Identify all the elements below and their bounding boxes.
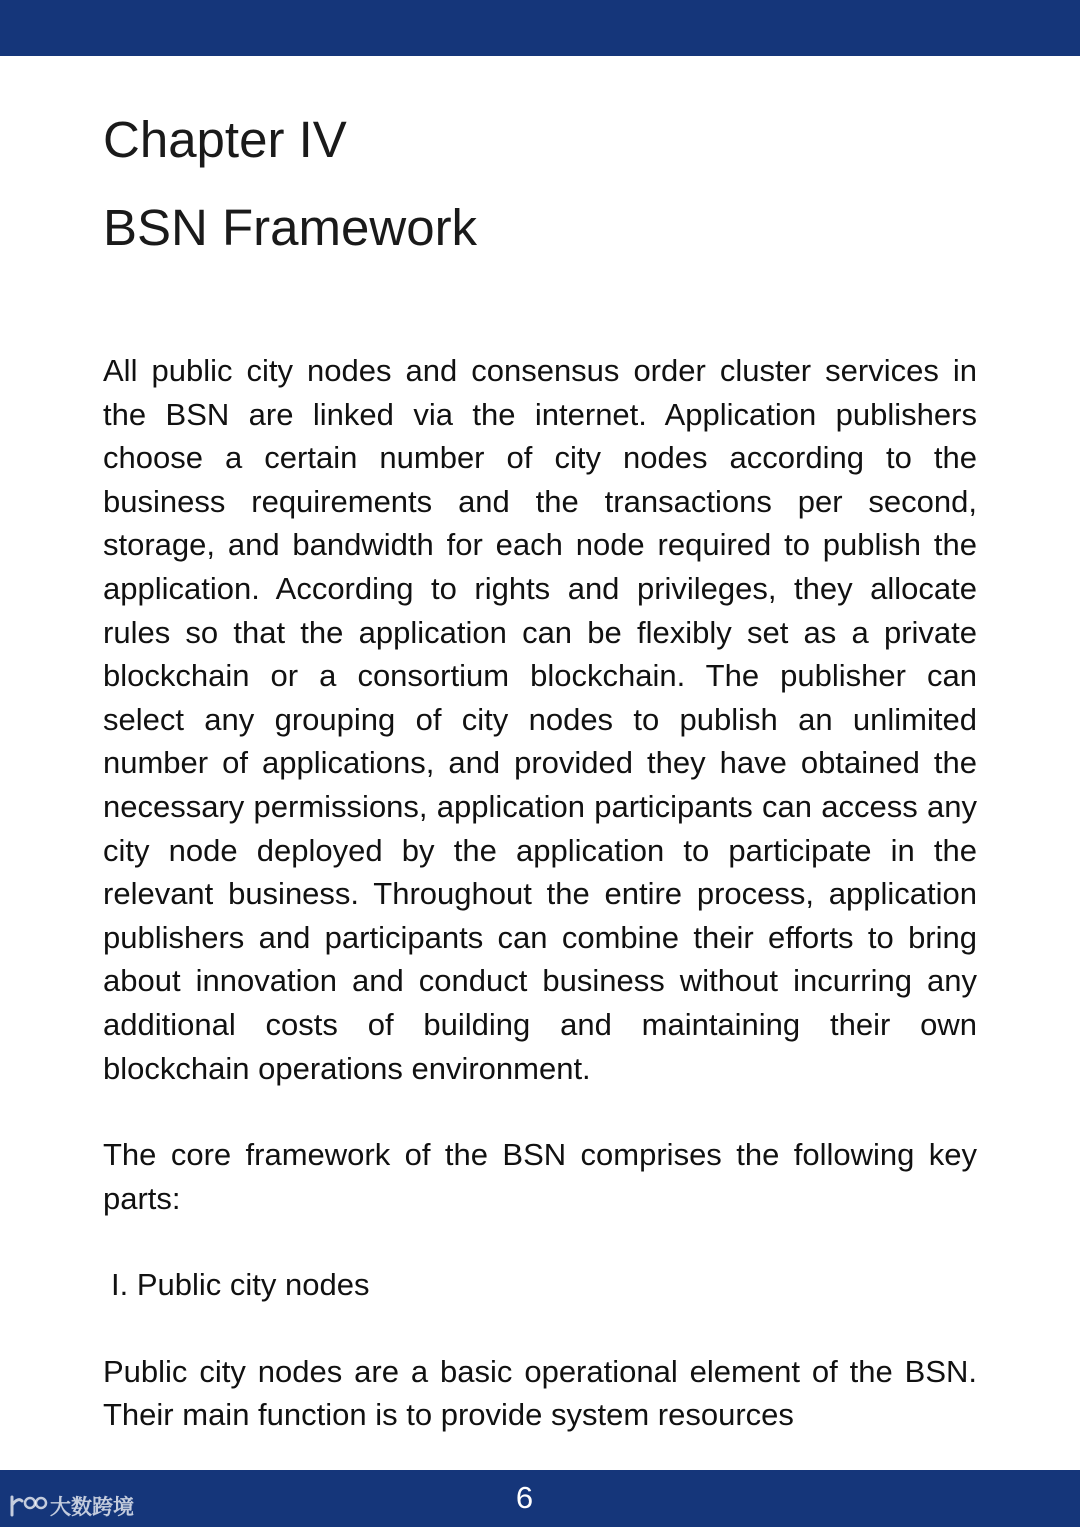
chapter-number: Chapter IV <box>103 111 347 168</box>
watermark-text: 大数跨境 <box>50 1496 134 1519</box>
section-heading: I. Public city nodes <box>111 1267 370 1303</box>
page-content <box>103 96 977 1437</box>
page-number: 6 <box>515 1480 534 1515</box>
intro-paragraph: All public city nodes and consensus order cluster services in the BSN are linked via the internet. Application publishers choose a certain number of city nodes according to the business requirements and the transactions per second, storage, and bandwidth for each node required to publish the application. According to rights and privileges, they allocate rules so that the application can be flexibly set as a private blockchain or a consortium blockchain. The publisher can select any grouping of city nodes to publish an unlimited number of applications, and provided they have obtained the necessary permissions, application participants can access any city node deployed by the application to participate in the relevant business. Throughout the entire process, application publishers and participants can combine their efforts to bring about innovation and conduct business without incurring any additional costs of building and maintaining their own blockchain operations environment. <box>103 353 977 1086</box>
section-paragraph: Public city nodes are a basic operational element of the BSN. Their main function is to provide system resources <box>103 1353 977 1433</box>
chapter-title: BSN Framework <box>103 199 478 256</box>
top-header-band <box>0 0 1080 56</box>
framework-paragraph: The core framework of the BSN comprises the following key parts: <box>103 1137 977 1216</box>
